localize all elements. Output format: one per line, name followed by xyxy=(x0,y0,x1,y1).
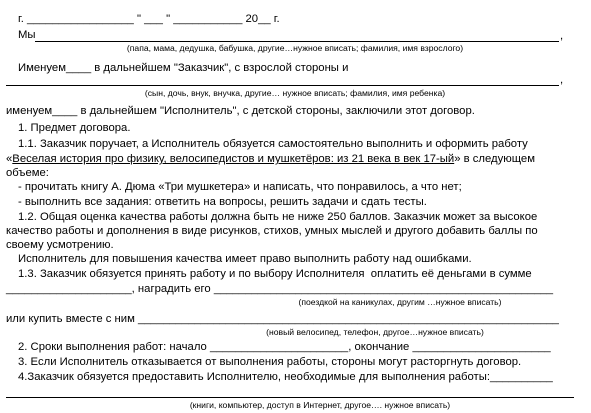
improve-note: Исполнитель для повышения качества имеет право выполнить работу над ошибками. xyxy=(18,253,472,265)
resources-caption: (книги, компьютер, доступ в Интернет, другое…. нужное вписать) xyxy=(189,400,451,410)
section-3: 3. Если Исполнитель отказывается от выполнения работы, стороны могут расторгнуть договор. xyxy=(18,356,522,368)
clause-1-3: 1.3. Заказчик обязуется принять работу и по выбору Исполнителя оплатить её деньгами в сумме xyxy=(18,268,532,280)
quote-open: « xyxy=(6,153,13,165)
clause-1-2-line-1: 1.2. Общая оценка качества работы должна быть не ниже 250 баллов. Заказчик может за высокое xyxy=(18,211,538,223)
clause-1-2-line-3: своему усмотрению. xyxy=(6,239,114,251)
customer-named: Именуем____ в дальнейшем "Заказчик", с взрослой стороны и xyxy=(18,62,349,74)
bullet-2: - выполнить все задания: ответить на вопросы, решить задачи и сдать тесты. xyxy=(18,196,427,208)
child-caption: (сын, дочь, внук, внучка, другие… нужное вписать; фамилия, имя ребенка) xyxy=(144,88,446,98)
section-2: 2. Сроки выполнения работ: начало ______________________, окончание ______________________ xyxy=(18,341,551,353)
contractor-named: именуем____ в дальнейшем "Исполнитель", с детской стороны, заключили этот договор. xyxy=(6,105,475,117)
volume-label: объеме: xyxy=(6,167,49,179)
reward-line: ____________________, наградить его ______________________________________________________ xyxy=(6,283,554,295)
adult-caption: (папа, мама, дедушка, бабушка, другие…нужное вписать; фамилия, имя взрослого) xyxy=(126,43,464,53)
reward-caption: (поездкой на каникулах, другим …нужное вписать) xyxy=(298,297,502,307)
quote-close: » в следующем xyxy=(454,153,535,165)
comma: , xyxy=(560,30,564,42)
child-name-line xyxy=(6,85,559,86)
buy-line: или купить вместе с ним ___________________________________________________________________ xyxy=(6,313,559,325)
section-1-title: 1. Предмет договора. xyxy=(18,122,131,134)
clause-1-2-line-2: качество работы и дополнения в виде рисунков, стихов, умных мыслей и другого добавить баллы по xyxy=(6,225,538,237)
date-line: г. _________________ " ___ " ___________ 20__ г. xyxy=(18,13,280,25)
comma: , xyxy=(560,74,564,86)
work-title-line xyxy=(6,153,535,166)
section-4: 4.Заказчик обязуется предоставить Исполнителю, необходимые для выполнения работы:__________ xyxy=(18,371,553,383)
resources-line xyxy=(6,397,574,398)
buy-caption: (новый велосипед, телефон, другое…нужное вписать) xyxy=(266,327,484,337)
adult-name-line xyxy=(35,41,559,42)
work-title: Веселая история про физику, велосипедистов и мушкетёров: из 21 века в век 17-ый xyxy=(12,153,455,165)
clause-1-1: 1.1. Заказчик поручает, а Исполнитель обязуется самостоятельно выполнить и оформить работу xyxy=(18,138,528,150)
we-label: Мы xyxy=(18,29,36,41)
bullet-1: - прочитать книгу А. Дюма «Три мушкетера» и написать, что понравилось, а что нет; xyxy=(18,181,462,193)
